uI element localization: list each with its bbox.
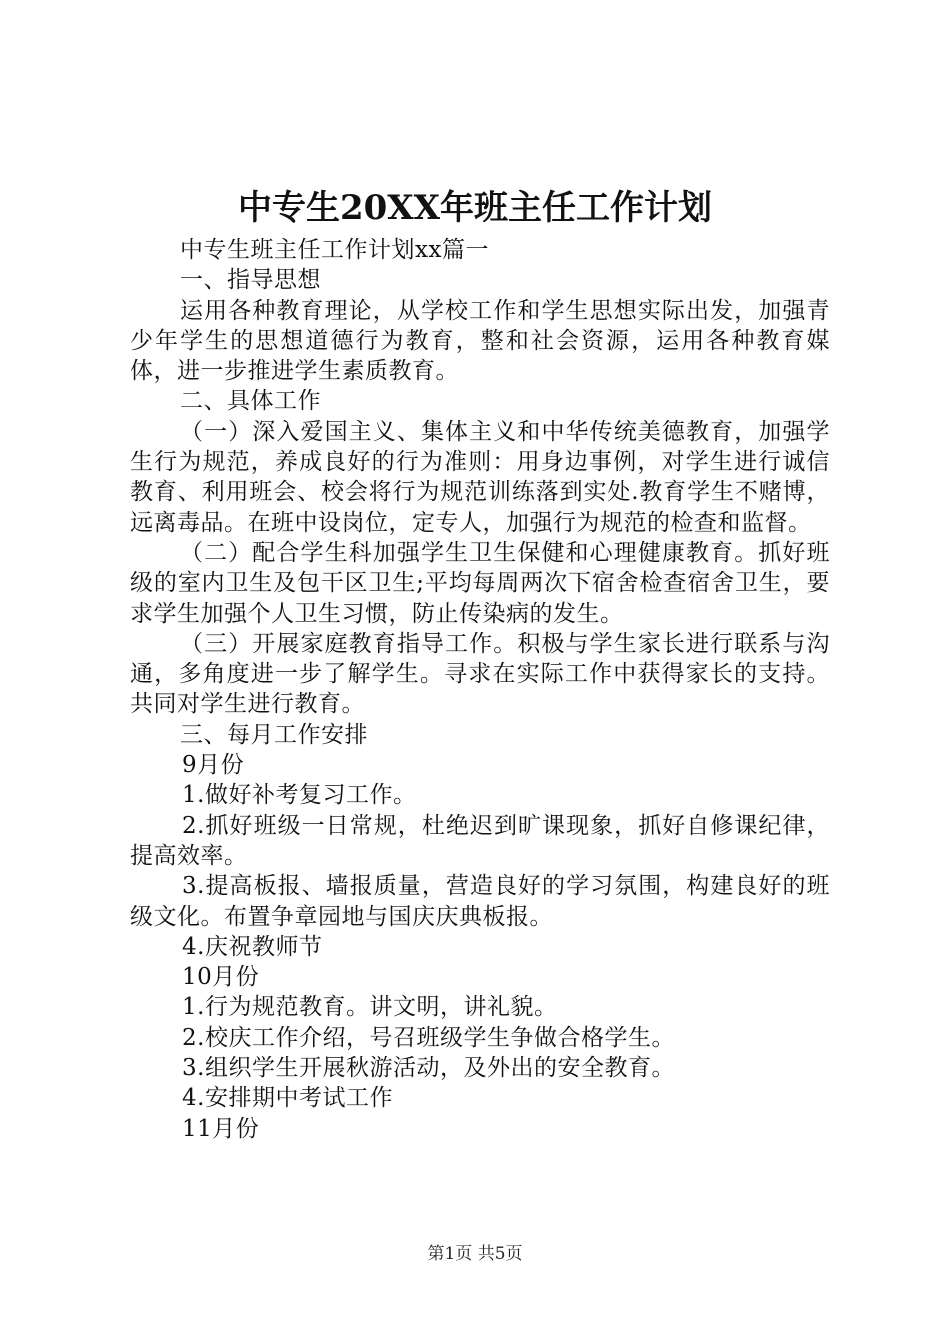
page-number-footer: 第1页 共5页 [427, 1244, 523, 1264]
list-item: 2.校庆工作介绍，号召班级学生争做合格学生。 [182, 1024, 675, 1051]
list-item: 2.抓好班级一日常规，杜绝迟到旷课现象，抓好自修课纪律，提高效率。 [130, 812, 830, 869]
paragraph-work-item-3: （三）开展家庭教育指导工作。积极与学生家长进行联系与沟通，多角度进一步了解学生。寻求在实际工作中获得家长的支持。共同对学生进行教育。 [130, 630, 830, 718]
document-title: 中专生20XX年班主任工作计划 [237, 188, 713, 228]
list-item: 4.安排期中考试工作 [182, 1085, 393, 1112]
subtitle-paragraph: 中专生班主任工作计划xx篇一 [180, 237, 489, 263]
paragraph-work-item-2: （二）配合学生科加强学生卫生保健和心理健康教育。抓好班级的室内卫生及包干区卫生;平均每周两次下宿舍检查宿舍卫生，要求学生加强个人卫生习惯，防止传染病的发生。 [130, 539, 830, 627]
section-heading-3: 三、每月工作安排 [180, 721, 368, 748]
paragraph-work-item-1: （一）深入爱国主义、集体主义和中华传统美德教育，加强学生行为规范，养成良好的行为准则：用身边事例，对学生进行诚信教育、利用班会、校会将行为规范训练落到实处.教育学生不赌博，远离毒品。在班中设岗位，定专人，加强行为规范的检查和监督。 [130, 418, 830, 536]
paragraph-guiding-thought: 运用各种教育理论，从学校工作和学生思想实际出发，加强青少年学生的思想道德行为教育，整和社会资源，运用各种教育媒体，进一步推进学生素质教育。 [130, 297, 830, 385]
list-item: 3.提高板报、墙报质量，营造良好的学习氛围，构建良好的班级文化。布置争章园地与国庆庆典板报。 [130, 873, 830, 930]
section-heading-1: 一、指导思想 [180, 267, 321, 294]
list-item: 4.庆祝教师节 [182, 933, 323, 960]
month-heading-october: 10月份 [182, 964, 260, 991]
month-heading-september: 9月份 [182, 752, 245, 779]
document-body [130, 235, 830, 1144]
month-heading-november: 11月份 [182, 1115, 260, 1142]
list-item: 1.行为规范教育。讲文明，讲礼貌。 [182, 994, 558, 1021]
section-heading-2: 二、具体工作 [180, 388, 321, 415]
list-item: 3.组织学生开展秋游活动，及外出的安全教育。 [182, 1055, 675, 1082]
list-item: 1.做好补考复习工作。 [182, 782, 417, 809]
